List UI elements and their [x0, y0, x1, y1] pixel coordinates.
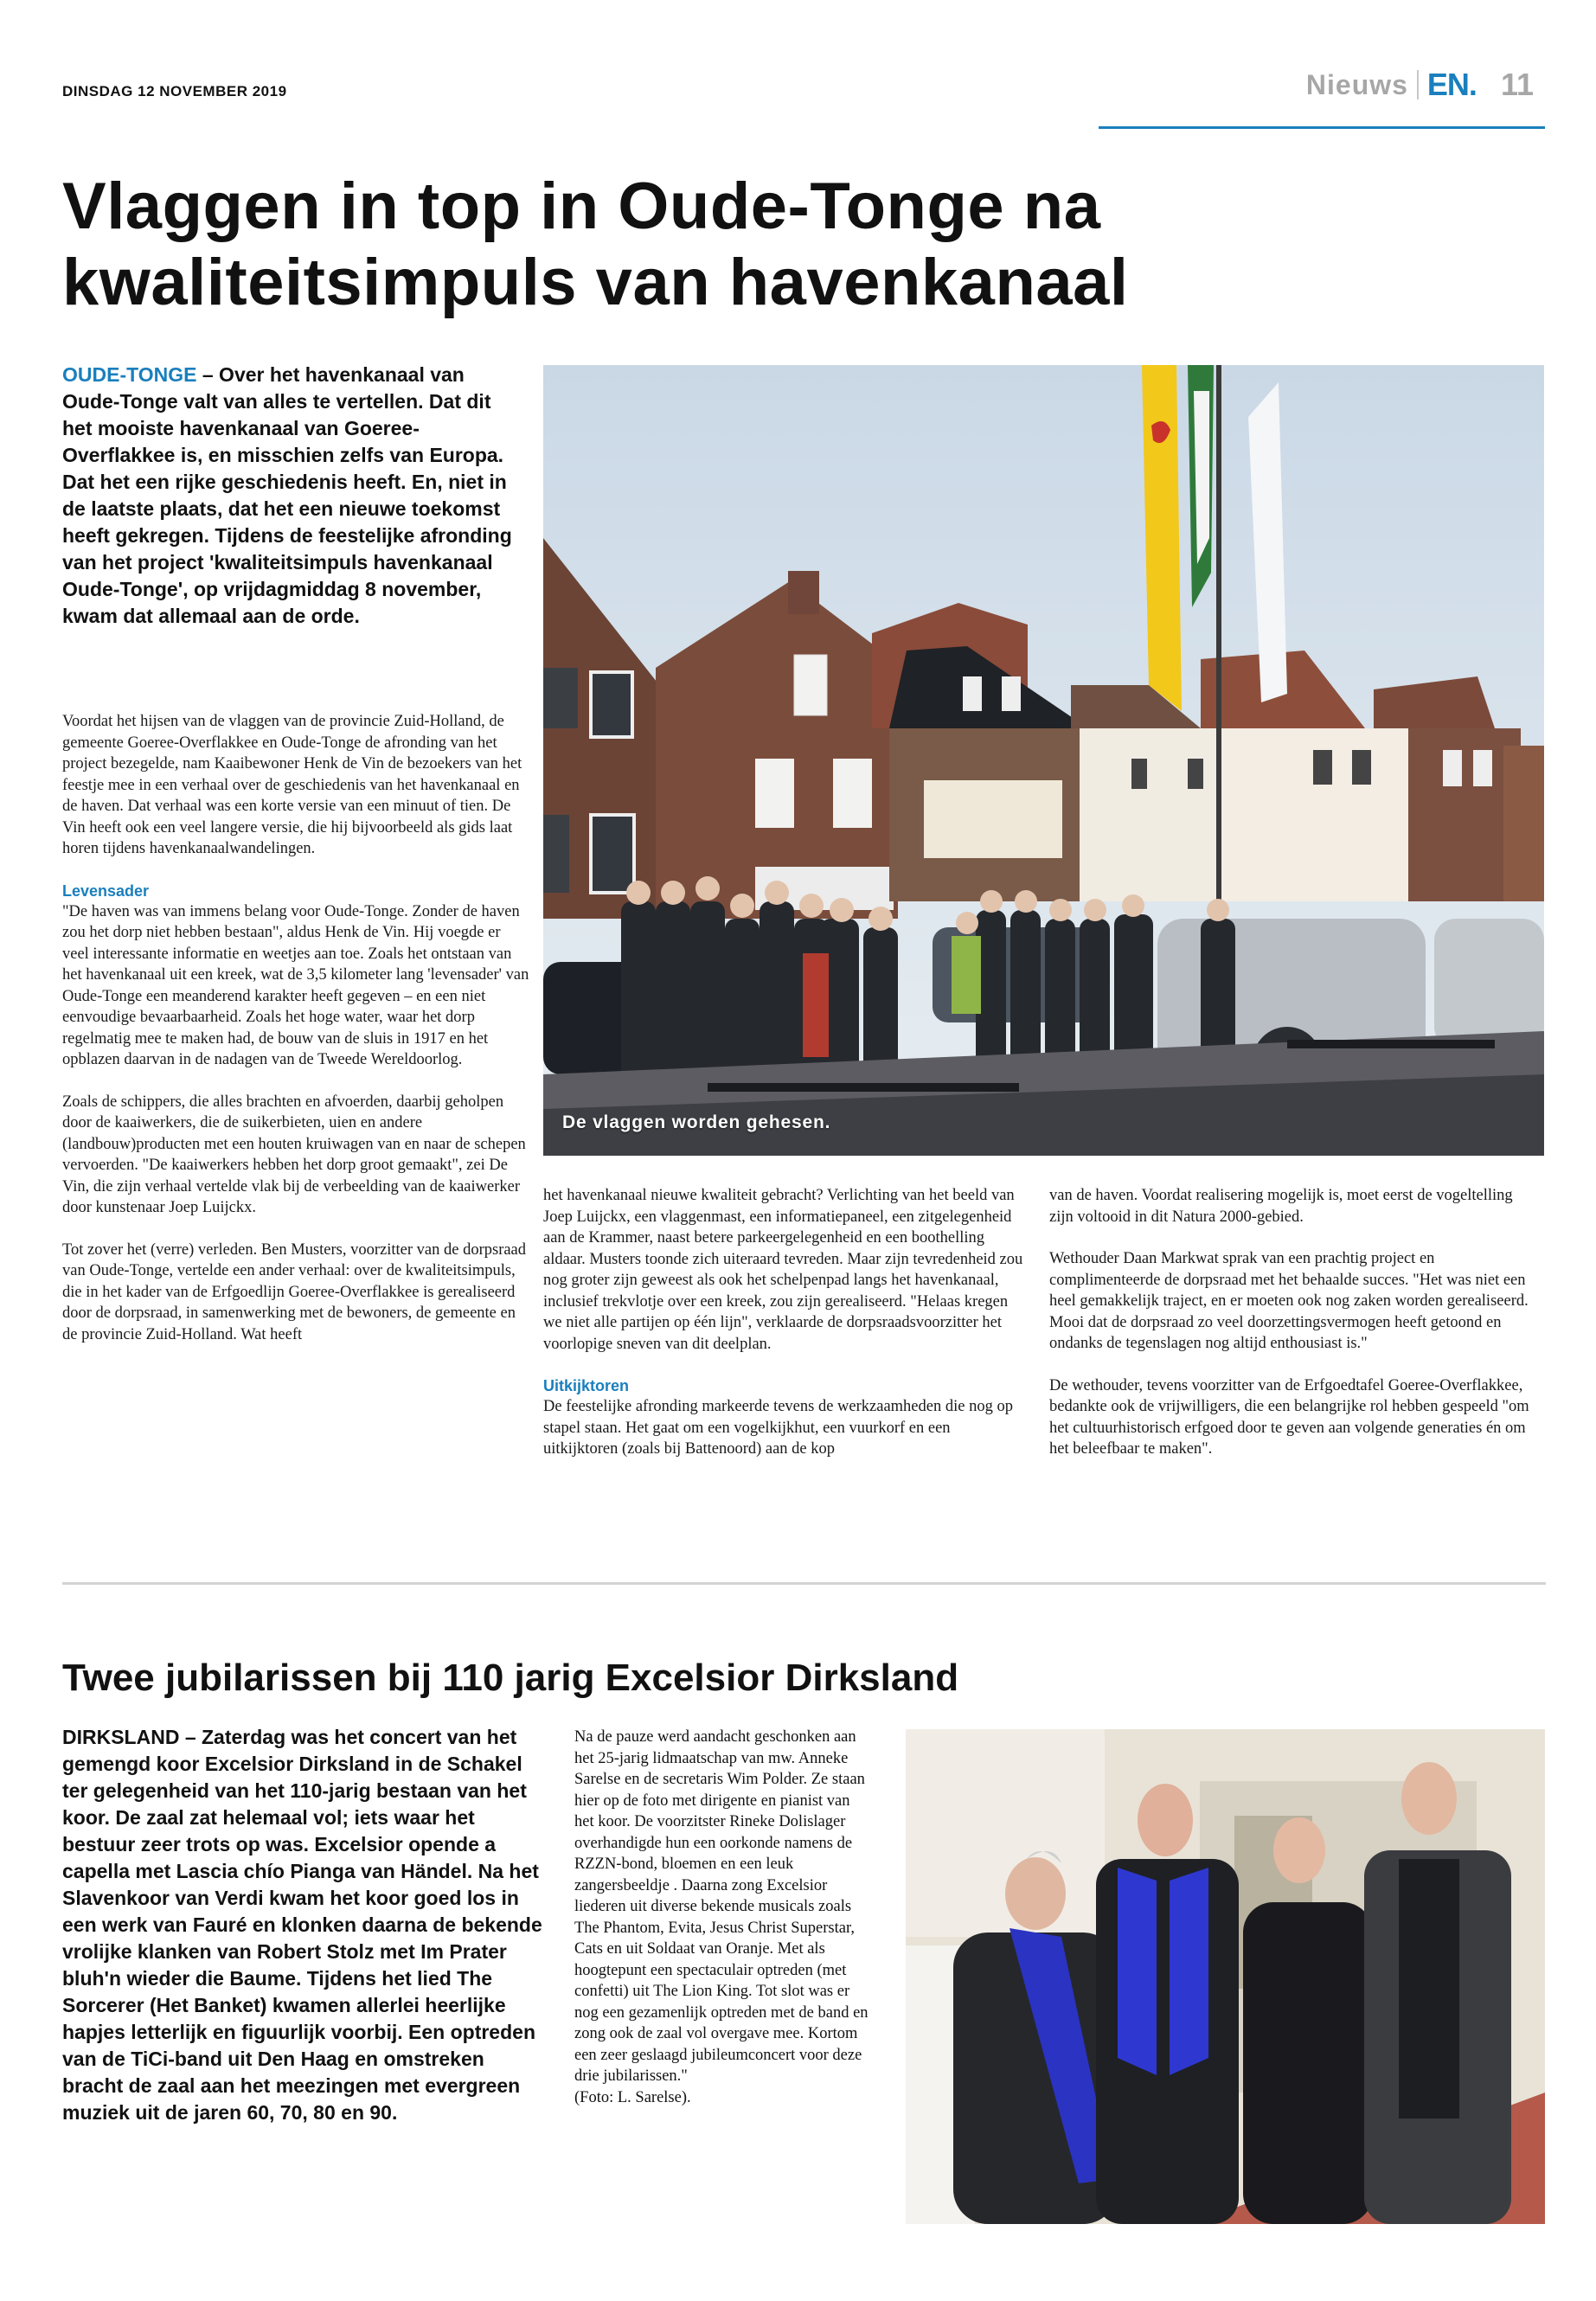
article2-headline: Twee jubilarissen bij 110 jarig Excelsior Dirksland — [62, 1657, 959, 1699]
paragraph: Zoals de schippers, die alles brachten en afvoerden, daarbij geholpen door de kaaiwerkers, die de suikerbieten, uien en andere (landbouw)producten met een houten kruiwagen van en naar de schepen vervoerden. "De kaaiwerkers hebben het dorp groot gemaakt", zei De Vin, die zijn verhaal vertelde vlak bij de verbeelding van de kaaiwerker door kunstenaar Joep Luijckx. — [62, 1093, 526, 1216]
article1-dateline: OUDE-TONGE — [62, 363, 197, 386]
paragraph: Voordat het hijsen van de vlaggen van de provincie Zuid-Holland, de gemeente Goeree-Overflakkee en Oude-Tonge de afronding van het project bezegelde, nam Kaaibewoner Henk de Vin de bezoekers van het feestje mee in een verhaal over de geschiedenis van het havenkanaal en de haven. Dat verhaal was een korte versie van een minuut of tien. De Vin heeft ook een veel langere versie, die hij bijvoorbeeld als gids laat horen tijdens havenkanaalwandelingen. — [62, 713, 522, 857]
flag-raising-illustration — [543, 365, 1544, 1156]
article1-column-2 — [543, 1185, 1028, 1481]
article1-lead — [62, 362, 519, 630]
header-separator — [1417, 70, 1419, 99]
paragraph: Tot zover het (verre) verleden. Ben Musters, voorzitter van de dorpsraad van Oude-Tonge, vertelde een ander verhaal: over de kwaliteitsimpuls, die in het kader van de Erfgoedlijn Goeree-Overflakkee is gerealiseerd door de dorpsraad, in samenwerking met de bewoners, de gemeente en de provincie Zuid-Holland. Wat heeft — [62, 1240, 527, 1343]
jubilarians-illustration — [906, 1729, 1545, 2224]
subheading-levensader: Levensader — [62, 881, 150, 900]
subheading-uitkijktoren: Uitkijktoren — [543, 1377, 630, 1394]
section-label: Nieuws — [1305, 68, 1408, 100]
article2-lead: DIRKSLAND – Zaterdag was het concert van het gemengd koor Excelsior Dirksland in de Schakel ter gelegenheid van het 110-jarig bestaan van het koor. De zaal zat helemaal vol; iets waar het bestuur zeer trots op was. Excelsior opende a capella met Lascia chío Pianga van Händel. Na het Slavenkoor van Verdi kwam het koor goed los in een werk van Fauré en klonken daarna de bekende vrolijke klanken van Robert Stolz met Im Prater bluh'n wieder die Baume. Tijdens het lied The Sorcerer (Het Banket) kwamen allerlei heerlijke hapjes letterlijk en figuurlijk voorbij. Een optreden van de TiCi-band uit Den Haag en omstreken bracht de zaal aan het meezingen met evergreen muziek uit de jaren 60, 70, 80 en 90. — [62, 1726, 542, 2124]
page-header-brand — [1306, 64, 1534, 106]
en-logo: EN. — [1426, 67, 1477, 102]
page-number: 11 — [1500, 67, 1534, 102]
article1-lead-text: – Over het havenkanaal van Oude-Tonge valt van alles te vertellen. Dat dit het mooiste havenkanaal van Goeree-Overflakkee is, en misschien zelfs van Europa. Dat het een rijke geschiedenis heeft. En, niet in de laatste plaats, dat het een nieuwe toekomst heeft gekregen. Tijdens de feestelijke afronding van het project 'kwaliteitsimpuls havenkanaal Oude-Tonge', op vrijdagmiddag 8 november, kwam dat allemaal aan de orde. — [62, 363, 512, 627]
paragraph: "De haven was van immens belang voor Oude-Tonge. Zonder de haven zou het dorp niet hebben bestaan", aldus Henk de Vin. Hij voegde er veel interessante informatie en weetjes aan toe. Zoals het ontstaan van het havenkanaal uit een kreek, wat de 3,5 kilometer lang 'levensader' van Oude-Tonge een meanderend karakter heeft gegeven – en een niet eenvoudige bevaarbaarheid. Zoals het hoge water, waar het dorp regelmatig mee te maken had, de bouw van de sluis in 1917 en het opblazen daarvan in de nadagen van de Tweede Wereldoorlog. — [62, 902, 529, 1068]
publication-date: DINSDAG 12 NOVEMBER 2019 — [62, 83, 287, 99]
article-divider — [62, 1582, 1546, 1585]
header-rule — [1099, 126, 1545, 129]
article1-headline: Vlaggen in top in Oude-Tonge na kwaliteitsimpuls van havenkanaal — [62, 170, 1129, 319]
article1-column-1 — [62, 711, 529, 1366]
article2-body — [574, 1727, 869, 2108]
photo-credit: (Foto: L. Sarelse). — [574, 2088, 691, 2106]
photo-caption: De vlaggen worden gehesen. — [562, 1112, 831, 1132]
paragraph: van de haven. Voordat realisering mogelijk is, moet eerst de vogeltelling zijn voltooid in dit Natura 2000-gebied. — [1049, 1187, 1513, 1226]
paragraph: het havenkanaal nieuwe kwaliteit gebracht? Verlichting van het beeld van Joep Luijckx, een vlaggenmast, een informatiepaneel, een zitgelegenheid aan de Krammer, naast betere parkeergelegenheid en een boothelling aldaar. Musters toonde zich uiteraard tevreden. Maar zijn tevredenheid zou nog groter zijn geweest als ook het schelpenpad langs het havenkanaal, inclusief trekvlotje over een kreek, zou zijn gerealiseerd. "Helaas kregen we niet alle partijen op één lijn", verklaarde de dorpsraadsvoorzitter het voorlopige sneven van dit deelplan. — [543, 1187, 1023, 1353]
article2-photo-jubilarians — [906, 1729, 1545, 2224]
paragraph: De wethouder, tevens voorzitter van de Erfgoedtafel Goeree-Overflakkee, bedankte ook de vrijwilligers, die een belangrijke rol hebben gespeeld "om het cultuurhistorisch erfgoed door te geven aan volgende generaties én om het beleefbaar te maken". — [1049, 1376, 1529, 1458]
article1-column-3 — [1049, 1185, 1534, 1481]
article1-photo-flag-raising — [543, 365, 1544, 1156]
paragraph: De feestelijke afronding markeerde tevens de werkzaamheden die nog op stapel staan. Het gaat om een vogelkijkhut, een vuurkorf en een uitkijktoren (zoals bij Battenoord) aan de kop — [543, 1398, 1013, 1458]
paragraph: Na de pauze werd aandacht geschonken aan het 25-jarig lidmaatschap van mw. Anneke Sarelse en de secretaris Wim Polder. Ze staan hier op de foto met dirigente en pianist van het koor. De voorzitster Rineke Dolislager overhandigde hun een oorkonde namens de RZZN-bond, bloemen en een leuk zangersbeeldje . Daarna zong Excelsior liederen uit diverse bekende musicals zoals The Phantom, Evita, Jesus Christ Superstar, Cats en uit Soldaat van Oranje. Met als hoogtepunt een spectaculair optreden (met confetti) uit The Lion King. Tot slot was er nog een gezamenlijk optreden met de band en zong ook de zaal vol overgave mee. Kortom een zeer geslaagd jubileumconcert voor deze drie jubilarissen." — [574, 1728, 869, 2085]
paragraph: Wethouder Daan Markwat sprak van een prachtig project en complimenteerde de dorpsraad met het behaalde succes. "Het was niet een heel gemakkelijk traject, en er moeten ook nog zaken worden gerealiseerd. Mooi dat de dorpsraad zo veel doorzettingsvermogen heeft getoond en ondanks de tegenslagen nog altijd enthousiast is." — [1049, 1250, 1529, 1352]
